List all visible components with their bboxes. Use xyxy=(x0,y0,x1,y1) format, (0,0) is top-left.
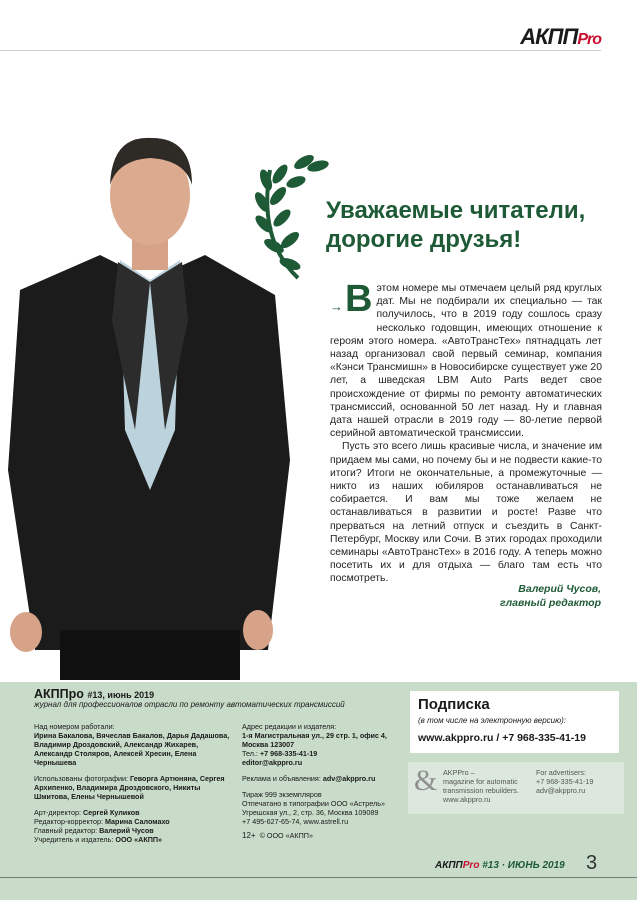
subscribe-link[interactable]: www.akppro.ru / +7 968-335-41-19 xyxy=(418,732,586,744)
worked-label: Над номером работали: xyxy=(34,722,115,731)
contacts-column xyxy=(242,722,402,840)
print-run: Тираж 999 экземпляров xyxy=(242,790,322,799)
address-label: Адрес редакции и издателя: xyxy=(242,722,337,731)
masthead-subtitle: журнал для профессионалов отрасли по ремонту автоматических трансмиссий xyxy=(34,700,345,709)
printed-by: Отпечатано в типографии ООО «Астрель» xyxy=(242,799,385,808)
title-line-1: Уважаемые читатели, xyxy=(326,197,586,224)
art-director: Арт-директор: Сергей Куликов xyxy=(34,808,140,817)
printed-contact: +7 495-627-65-74, www.astrell.ru xyxy=(242,817,349,826)
editor-email[interactable]: editor@akppro.ru xyxy=(242,758,303,767)
footer-issue: #13 · ИЮНЬ 2019 xyxy=(482,860,565,871)
worked-names: Ирина Бакалова, Вячеслав Бакалов, Дарья Дадашова, Владимир Дроздовский, Александр Жихарев, Александр Столяров, Алексей Хресин, Елена Чернышева xyxy=(34,731,230,767)
masthead-title: АКППро #13, июнь 2019 xyxy=(34,687,155,701)
ampersand-icon: & xyxy=(414,764,438,797)
subscribe-note: (в том числе на электронную версию): xyxy=(418,716,566,725)
address: 1-я Магистральная ул., 29 стр. 1, офис 4, Москва 123007 xyxy=(242,731,387,749)
photos-credit: Использованы фотографии: Геворга Артюняна, Сергея Архипенко, Владимира Дроздовского, Никиты Шмитова, Елены Чернышевой xyxy=(34,774,225,801)
signature xyxy=(500,582,601,610)
logo-pro: Pro xyxy=(577,31,601,48)
title-line-2: дорогие друзья! xyxy=(326,226,522,253)
header-rule xyxy=(0,50,601,51)
credits-column xyxy=(34,722,234,844)
subscribe-title: Подписка xyxy=(418,696,490,713)
ads-contact: Реклама и объявления: adv@akppro.ru xyxy=(242,774,376,783)
advertisers-contacts: For advertisers: +7 968-335-41-19 adv@akppro.ru xyxy=(536,768,594,795)
corrector: Редактор-корректор: Марина Саломахо xyxy=(34,817,170,826)
dropcap-letter: →В xyxy=(330,278,373,320)
footer-rule xyxy=(0,877,637,878)
logo-main: АКПП xyxy=(520,24,578,49)
paragraph-1: →В этом номере мы отмечаем целый ряд круглых дат. Мы не подбирали их специально — так получилось, что в 2019 году сошлось сразу несколько годовщин, имеющих отношение к героям этого номера. «АвтоТрансТех» пятнадцать лет назад организовал свой первый семинар, компания «Кэнси Трансмишн» в Новосибирске существует уже 20 лет, а шведская LBM Auto Parts ведет свое происхождение от фирмы по ремонту автоматических трансмиссий, основанной 50 лет назад. Ну и главная дата нашей отрасли в 2019 году — 80-летие первой серийной автоматической трансмиссии. xyxy=(330,278,602,440)
signature-role: главный редактор xyxy=(499,597,601,609)
signature-name: Валерий Чусов, xyxy=(518,583,601,595)
arrow-icon: → xyxy=(330,299,343,314)
paragraph-2: Пусть это всего лишь красивые числа, и значение им придаем мы сами, но почему бы и не подвести какие-то итоги? Итоги не окончательные, а промежуточные — никто из наших юбиляров останавливаться не собирается. И вам мы тоже желаем не останавливаться в развитии и росте! Разве что прерваться на летний отпуск и съездить в Санкт-Петербург, Москву или Сочи. В этих городах проходили семинары «АвтоТрансТех» в 2016 году. А теперь можно посетить их и для отдыха — благо там есть что посмотреть. xyxy=(330,441,602,585)
page-number: 3 xyxy=(586,852,598,874)
page-title xyxy=(326,196,626,254)
magazine-logo xyxy=(520,24,601,50)
tel: Тел.: +7 968-335-41-19 xyxy=(242,749,318,758)
founder: Учредитель и издатель: ООО «АКПП» xyxy=(34,835,163,844)
advertisers-about: AKPPro – magazine for automatic transmission rebuilders. www.akppro.ru xyxy=(443,768,519,804)
age-copyright: 12+ © ООО «АКПП» xyxy=(242,831,313,840)
footer-logo: АКППPro #13 · ИЮНЬ 2019 xyxy=(435,860,565,871)
masthead-info xyxy=(34,687,444,715)
editorial-text xyxy=(330,278,602,586)
printed-address: Угрешская ул., 2, стр. 36, Москва 109089 xyxy=(242,808,379,817)
chief-editor: Главный редактор: Валерий Чусов xyxy=(34,826,154,835)
